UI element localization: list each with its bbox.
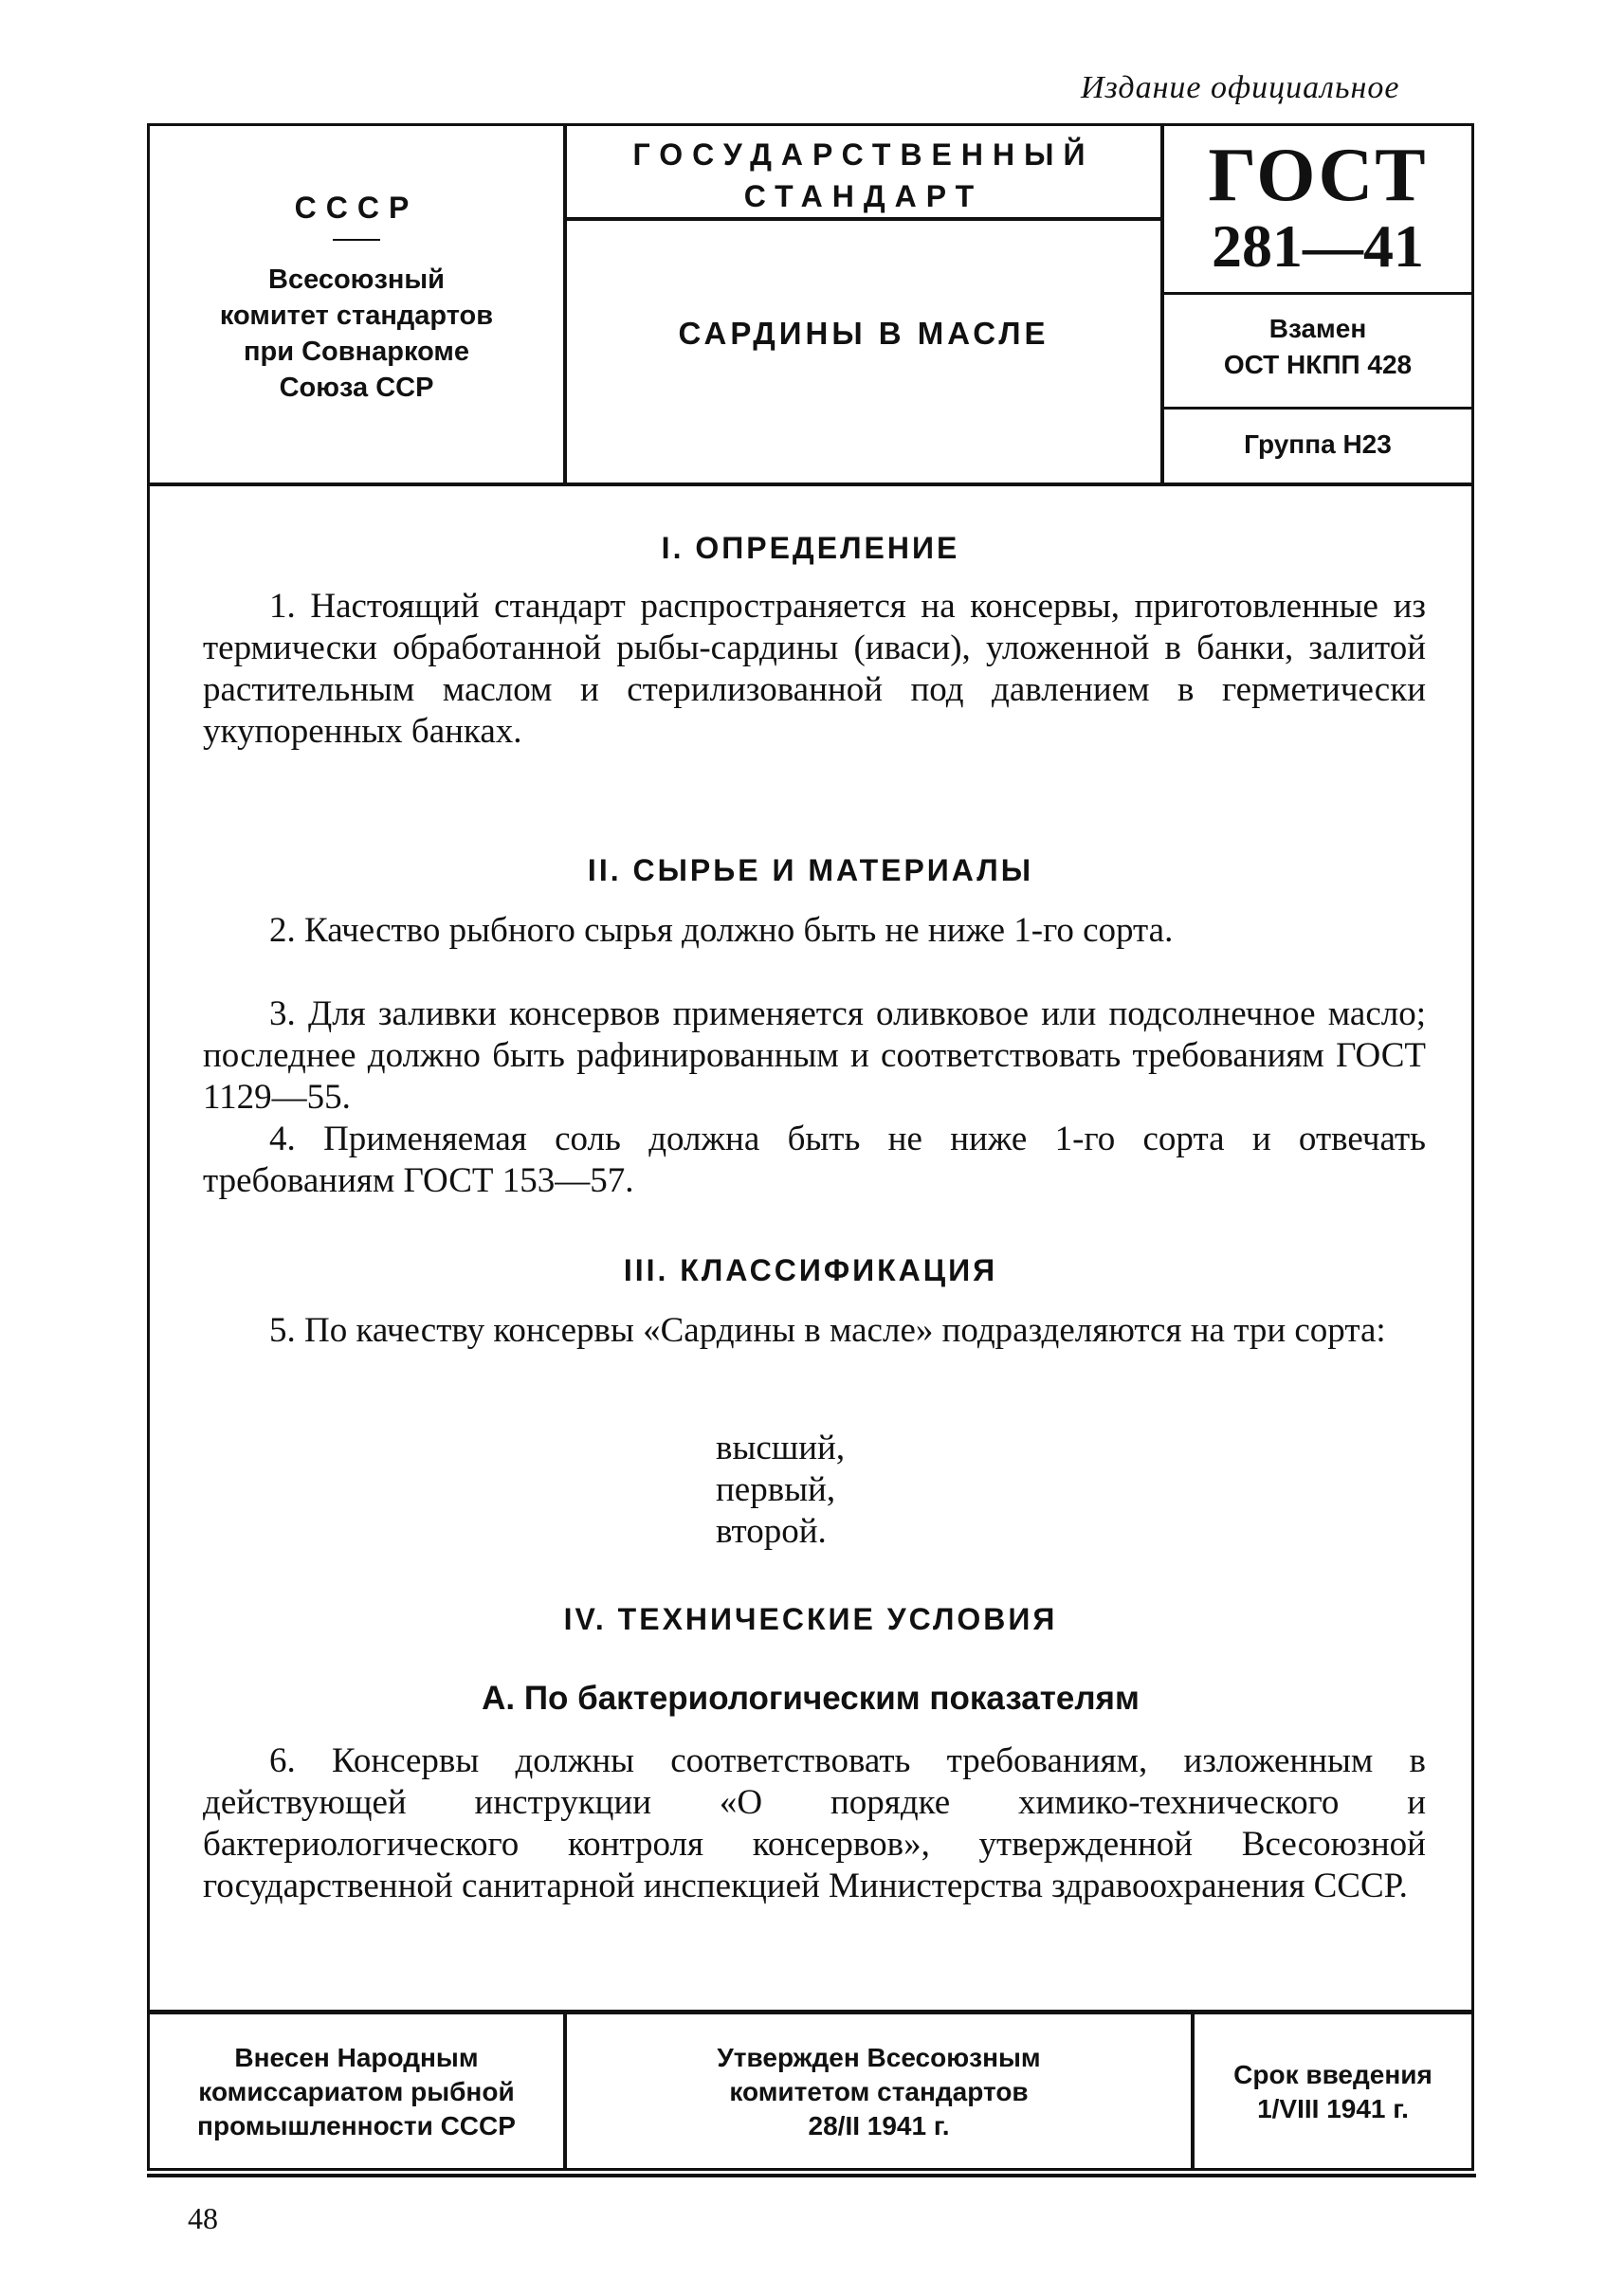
country-label: СССР: [294, 191, 419, 225]
gost-label: ГОСТ: [1208, 134, 1428, 217]
cell-divider: [1164, 407, 1471, 410]
paragraph-2: 2. Качество рыбного сырья должно быть не ниже 1-го сорта.: [269, 911, 1174, 950]
committee-name: Всесоюзный комитет стандартов при Совнаркоме Союза ССР: [219, 264, 494, 403]
title-cell: [567, 126, 1164, 483]
subsection-title-bacteriological: А. По бактериологическим показателям: [482, 1680, 1140, 1717]
standard-header: [150, 126, 1471, 486]
grades-list: [716, 1428, 845, 1553]
section-title-definition: I. ОПРЕДЕЛЕНИЕ: [661, 531, 960, 565]
standard-title: САРДИНЫ В МАСЛЕ: [678, 316, 1049, 351]
section-title-classification: III. КЛАССИФИКАЦИЯ: [623, 1253, 998, 1287]
introduced-by-cell: Внесен Народным комиссариатом рыбной промышленности СССР: [150, 2014, 567, 2169]
grade-item: высший,: [716, 1429, 846, 1467]
standard-type: ГОСУДАРСТВЕННЫЙ СТАНДАРТ: [567, 126, 1160, 221]
edition-note: Издание официальное: [1081, 70, 1400, 105]
grade-item: первый,: [716, 1470, 836, 1509]
section-title-technical: IV. ТЕХНИЧЕСКИЕ УСЛОВИЯ: [563, 1602, 1058, 1636]
page-number: 48: [188, 2201, 218, 2235]
frame-bottom-rule: [147, 2174, 1476, 2177]
paragraph-3: 3. Для заливки консервов применяется оливковое или подсолнечное масло; последнее должно быть рафинированным и соответствовать требованиям ГОСТ 1129—55.: [203, 994, 1426, 1117]
paragraph-5: 5. По качеству консервы «Сардины в масле» подразделяются на три сорта:: [269, 1311, 1386, 1350]
paragraph-1: 1. Настоящий стандарт распространяется на консервы, приготовленные из термически обработанной рыбы-сардины (иваси), уложенной в банки, залитой растительным маслом и стерилизованной под давлением в герметически укупоренных банках.: [203, 587, 1426, 751]
section-title-materials: II. СЫРЬЕ И МАТЕРИАЛЫ: [587, 853, 1034, 887]
gost-number: 281—41: [1212, 212, 1424, 280]
gost-number-cell: [1164, 126, 1471, 483]
paragraph-4: 4. Применяемая соль должна быть не ниже 1-го сорта и отвечать требованиям ГОСТ 153—57.: [203, 1120, 1426, 1200]
cell-divider: [1164, 292, 1471, 295]
paragraph-6: 6. Консервы должны соответствовать требованиям, изложенным в действующей инструкции «О порядке химико-технического и бактериологического контроля консервов», утвержденной Всесоюзной государственной санитарной инспекцией Министерства здравоохранения СССР.: [203, 1741, 1426, 1905]
standard-footer: [150, 2010, 1471, 2169]
group-code: Группа Н23: [1244, 429, 1392, 459]
replaces-note: Взамен ОСТ НКПП 428: [1223, 314, 1413, 379]
grade-item: второй.: [716, 1512, 827, 1551]
issuing-body-cell: [150, 126, 567, 483]
approved-by-cell: Утвержден Всесоюзным комитетом стандартов 28/II 1941 г.: [567, 2014, 1195, 2169]
effective-date-cell: Срок введения 1/VIII 1941 г.: [1233, 2059, 1432, 2123]
short-divider: [333, 239, 380, 241]
